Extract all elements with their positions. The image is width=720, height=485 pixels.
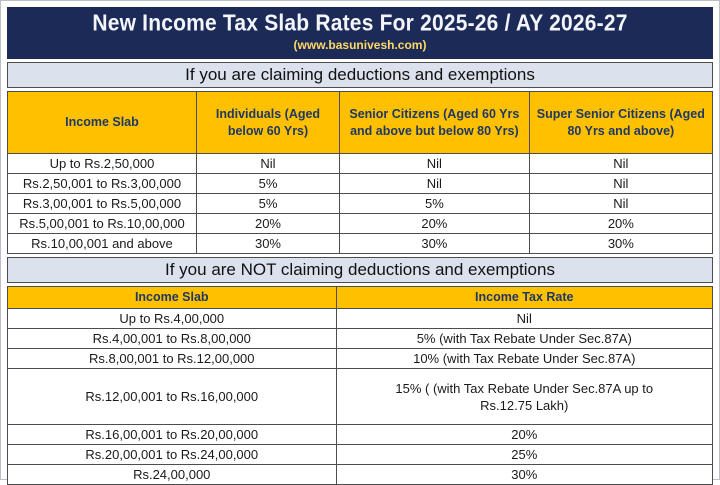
- table-cell: 30%: [336, 465, 712, 485]
- table-cell: Rs.10,00,001 and above: [8, 234, 197, 254]
- table-row: [8, 214, 713, 234]
- table-row: [8, 425, 713, 445]
- column-header: Income Slab: [8, 287, 337, 309]
- table-cell: Rs.4,00,001 to Rs.8,00,000: [8, 329, 337, 349]
- table-row: [8, 154, 713, 174]
- tax-table-sheet: [7, 7, 713, 485]
- column-header: Income Tax Rate: [336, 287, 712, 309]
- table-cell: 5% (with Tax Rebate Under Sec.87A): [336, 329, 712, 349]
- table-cell: Nil: [529, 194, 712, 214]
- table-row: [8, 174, 713, 194]
- column-header: Income Slab: [8, 92, 197, 154]
- table-cell: 20%: [340, 214, 530, 234]
- table-row: [8, 309, 713, 329]
- table-row: [8, 234, 713, 254]
- table-cell: 30%: [196, 234, 339, 254]
- table-cell: Rs.5,00,001 to Rs.10,00,000: [8, 214, 197, 234]
- table-cell: 30%: [529, 234, 712, 254]
- table-header-row: [8, 287, 713, 309]
- table-cell: Up to Rs.4,00,000: [8, 309, 337, 329]
- table-cell: Nil: [529, 174, 712, 194]
- table-cell: 20%: [196, 214, 339, 234]
- table-cell: Nil: [340, 174, 530, 194]
- table-cell: Rs.12,00,001 to Rs.16,00,000: [8, 369, 337, 425]
- table-row: [8, 194, 713, 214]
- table-cell: 5%: [340, 194, 530, 214]
- table-cell: 10% (with Tax Rebate Under Sec.87A): [336, 349, 712, 369]
- column-header: Individuals (Aged below 60 Yrs): [196, 92, 339, 154]
- table-row: [8, 349, 713, 369]
- tax-table-without-deductions: [7, 286, 713, 485]
- table-cell: Nil: [196, 154, 339, 174]
- table-cell: Up to Rs.2,50,000: [8, 154, 197, 174]
- table-cell: 20%: [529, 214, 712, 234]
- website-subtitle: (www.basunivesh.com): [293, 38, 427, 52]
- table-cell: Rs.16,00,001 to Rs.20,00,000: [8, 425, 337, 445]
- table-cell: 5%: [196, 194, 339, 214]
- section-heading-without-deductions: If you are NOT claiming deductions and exemptions: [7, 257, 713, 283]
- table-cell: Rs.2,50,001 to Rs.3,00,000: [8, 174, 197, 194]
- table-cell: Rs.8,00,001 to Rs.12,00,000: [8, 349, 337, 369]
- column-header: Super Senior Citizens (Aged 80 Yrs and above): [529, 92, 712, 154]
- table-header-row: [8, 92, 713, 154]
- table-cell: Rs.3,00,001 to Rs.5,00,000: [8, 194, 197, 214]
- table-row: [8, 329, 713, 349]
- table-cell: Nil: [529, 154, 712, 174]
- table-row: [8, 445, 713, 465]
- title-banner: [7, 7, 713, 59]
- table-row: [8, 369, 713, 425]
- table-row: [8, 465, 713, 485]
- table-cell: 30%: [340, 234, 530, 254]
- table-cell: 5%: [196, 174, 339, 194]
- table-cell: 20%: [336, 425, 712, 445]
- table-cell: Nil: [336, 309, 712, 329]
- page-title: New Income Tax Slab Rates For 2025-26 / AY 2026-27: [92, 11, 628, 36]
- tax-table-with-deductions: [7, 91, 713, 254]
- column-header: Senior Citizens (Aged 60 Yrs and above but below 80 Yrs): [340, 92, 530, 154]
- table-cell: 15% ( (with Tax Rebate Under Sec.87A up to Rs.12.75 Lakh): [336, 369, 712, 425]
- section-heading-with-deductions: If you are claiming deductions and exemptions: [7, 62, 713, 88]
- table-cell: 25%: [336, 445, 712, 465]
- table-cell: Rs.24,00,000: [8, 465, 337, 485]
- table-cell: Nil: [340, 154, 530, 174]
- table-cell: Rs.20,00,001 to Rs.24,00,000: [8, 445, 337, 465]
